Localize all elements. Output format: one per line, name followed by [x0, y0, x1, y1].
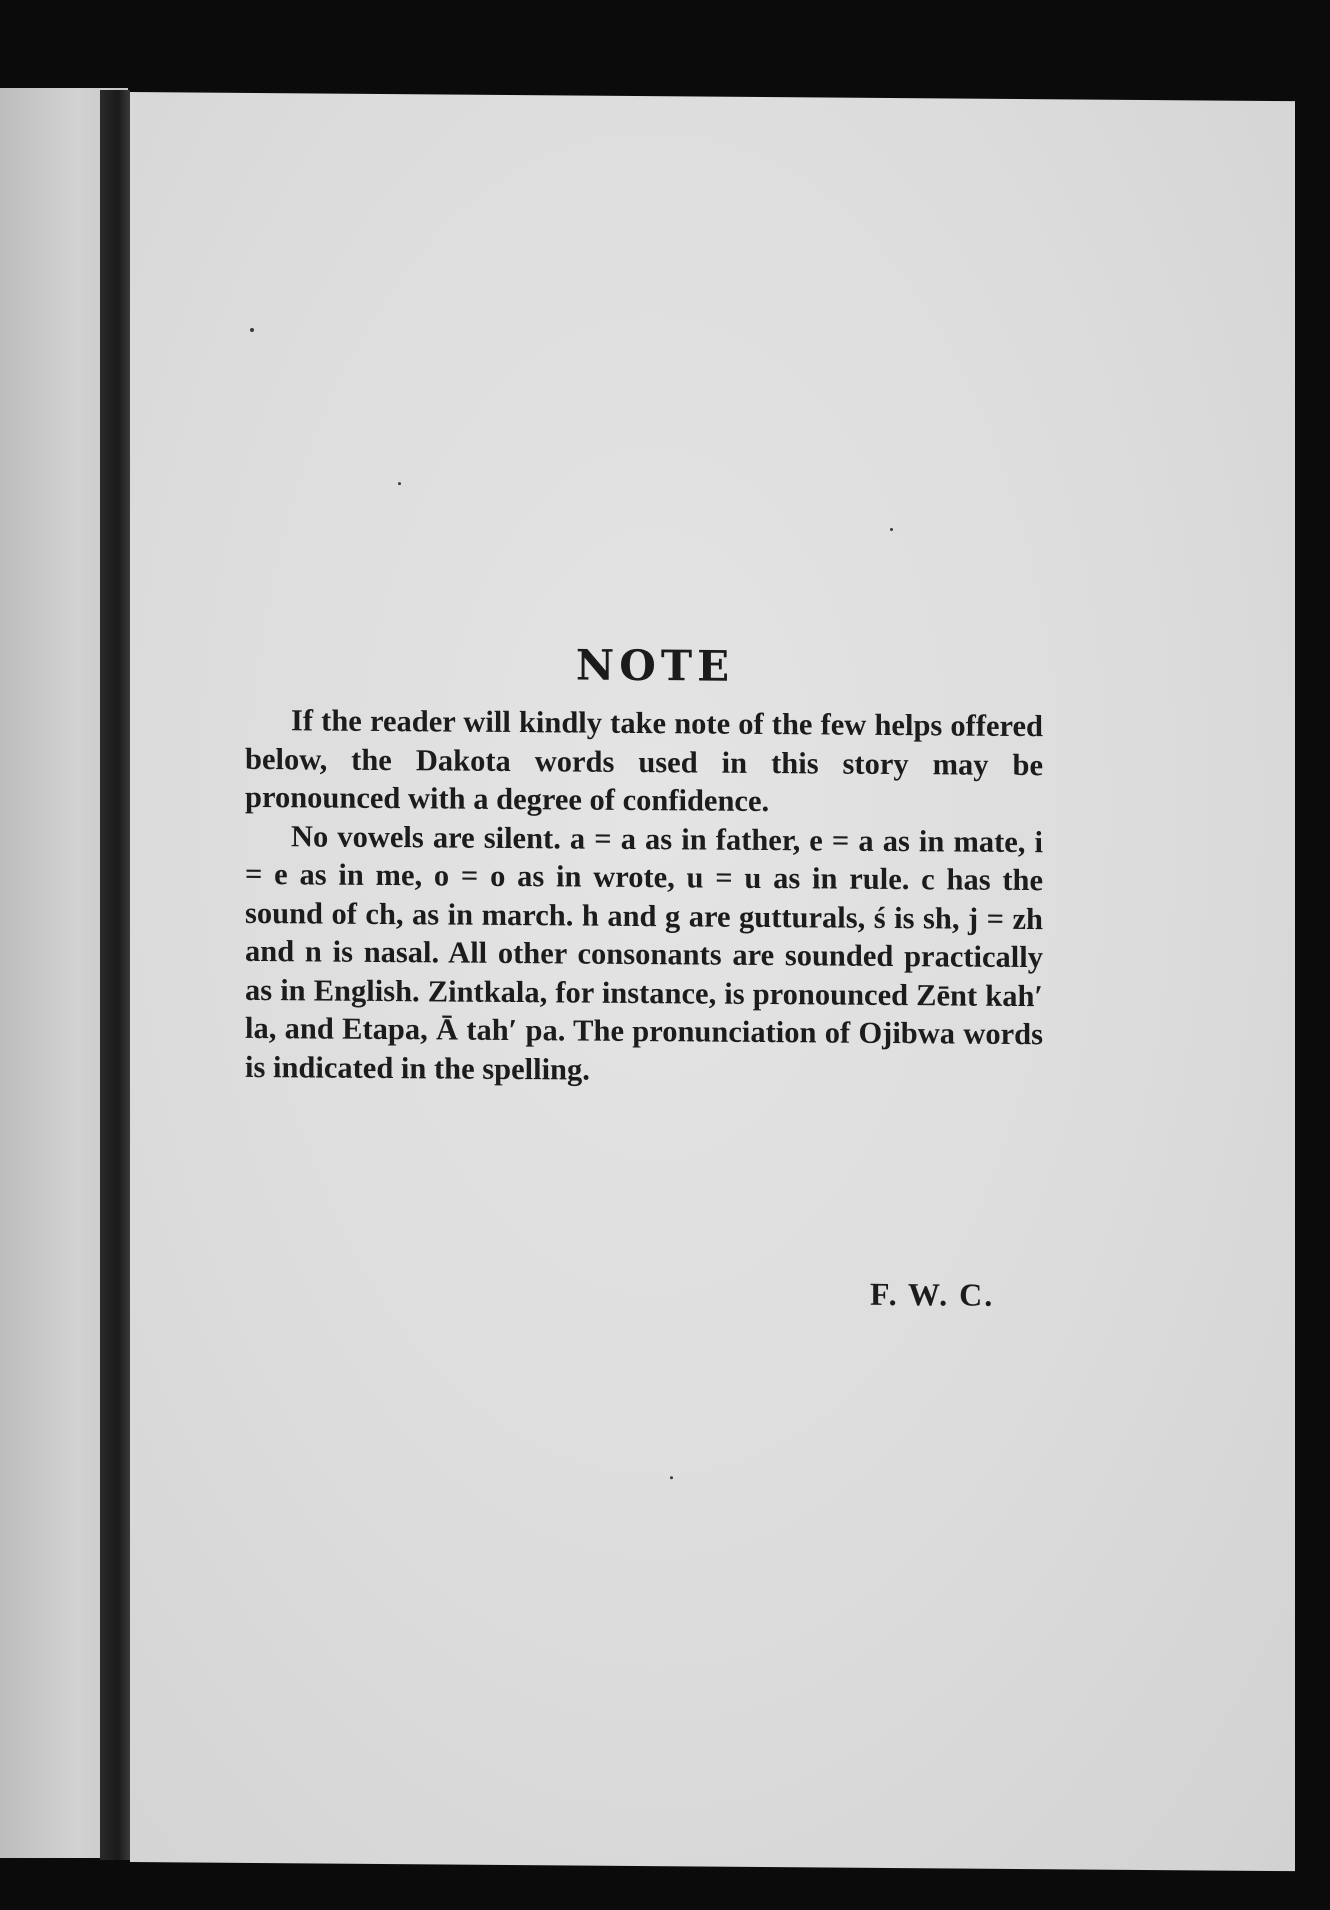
book-spine [100, 90, 130, 1860]
page-speck [670, 1476, 673, 1479]
page-speck [398, 482, 401, 485]
note-title: NOTE [575, 640, 735, 691]
note-paragraph-intro: If the reader will kindly take note of the few helps offered below, the Dakota words used in this story may be pronounced with a degree of confidence. [245, 703, 1043, 819]
page-speck [250, 328, 254, 332]
note-body [245, 701, 1043, 1092]
note-signature: F. W. C. [870, 1275, 995, 1313]
page-speck [890, 528, 893, 531]
note-page [130, 92, 1295, 1871]
note-paragraph-pronunciation: No vowels are silent. a = a as in father, e = a as in mate, i = e as in me, o = o as in wrote, u = u as in rule. c has the sound of ch, as in march. h and g are gutturals, ś is sh, j = zh and n is nasal. All other consonants are sounded practically as in English. Zintkala, for instance, is pronounced Zēnt kah′ la, and Etapa, Ā tah′ pa. The pronunciation of Ojibwa words is indicated in the spelling. [245, 818, 1043, 1087]
